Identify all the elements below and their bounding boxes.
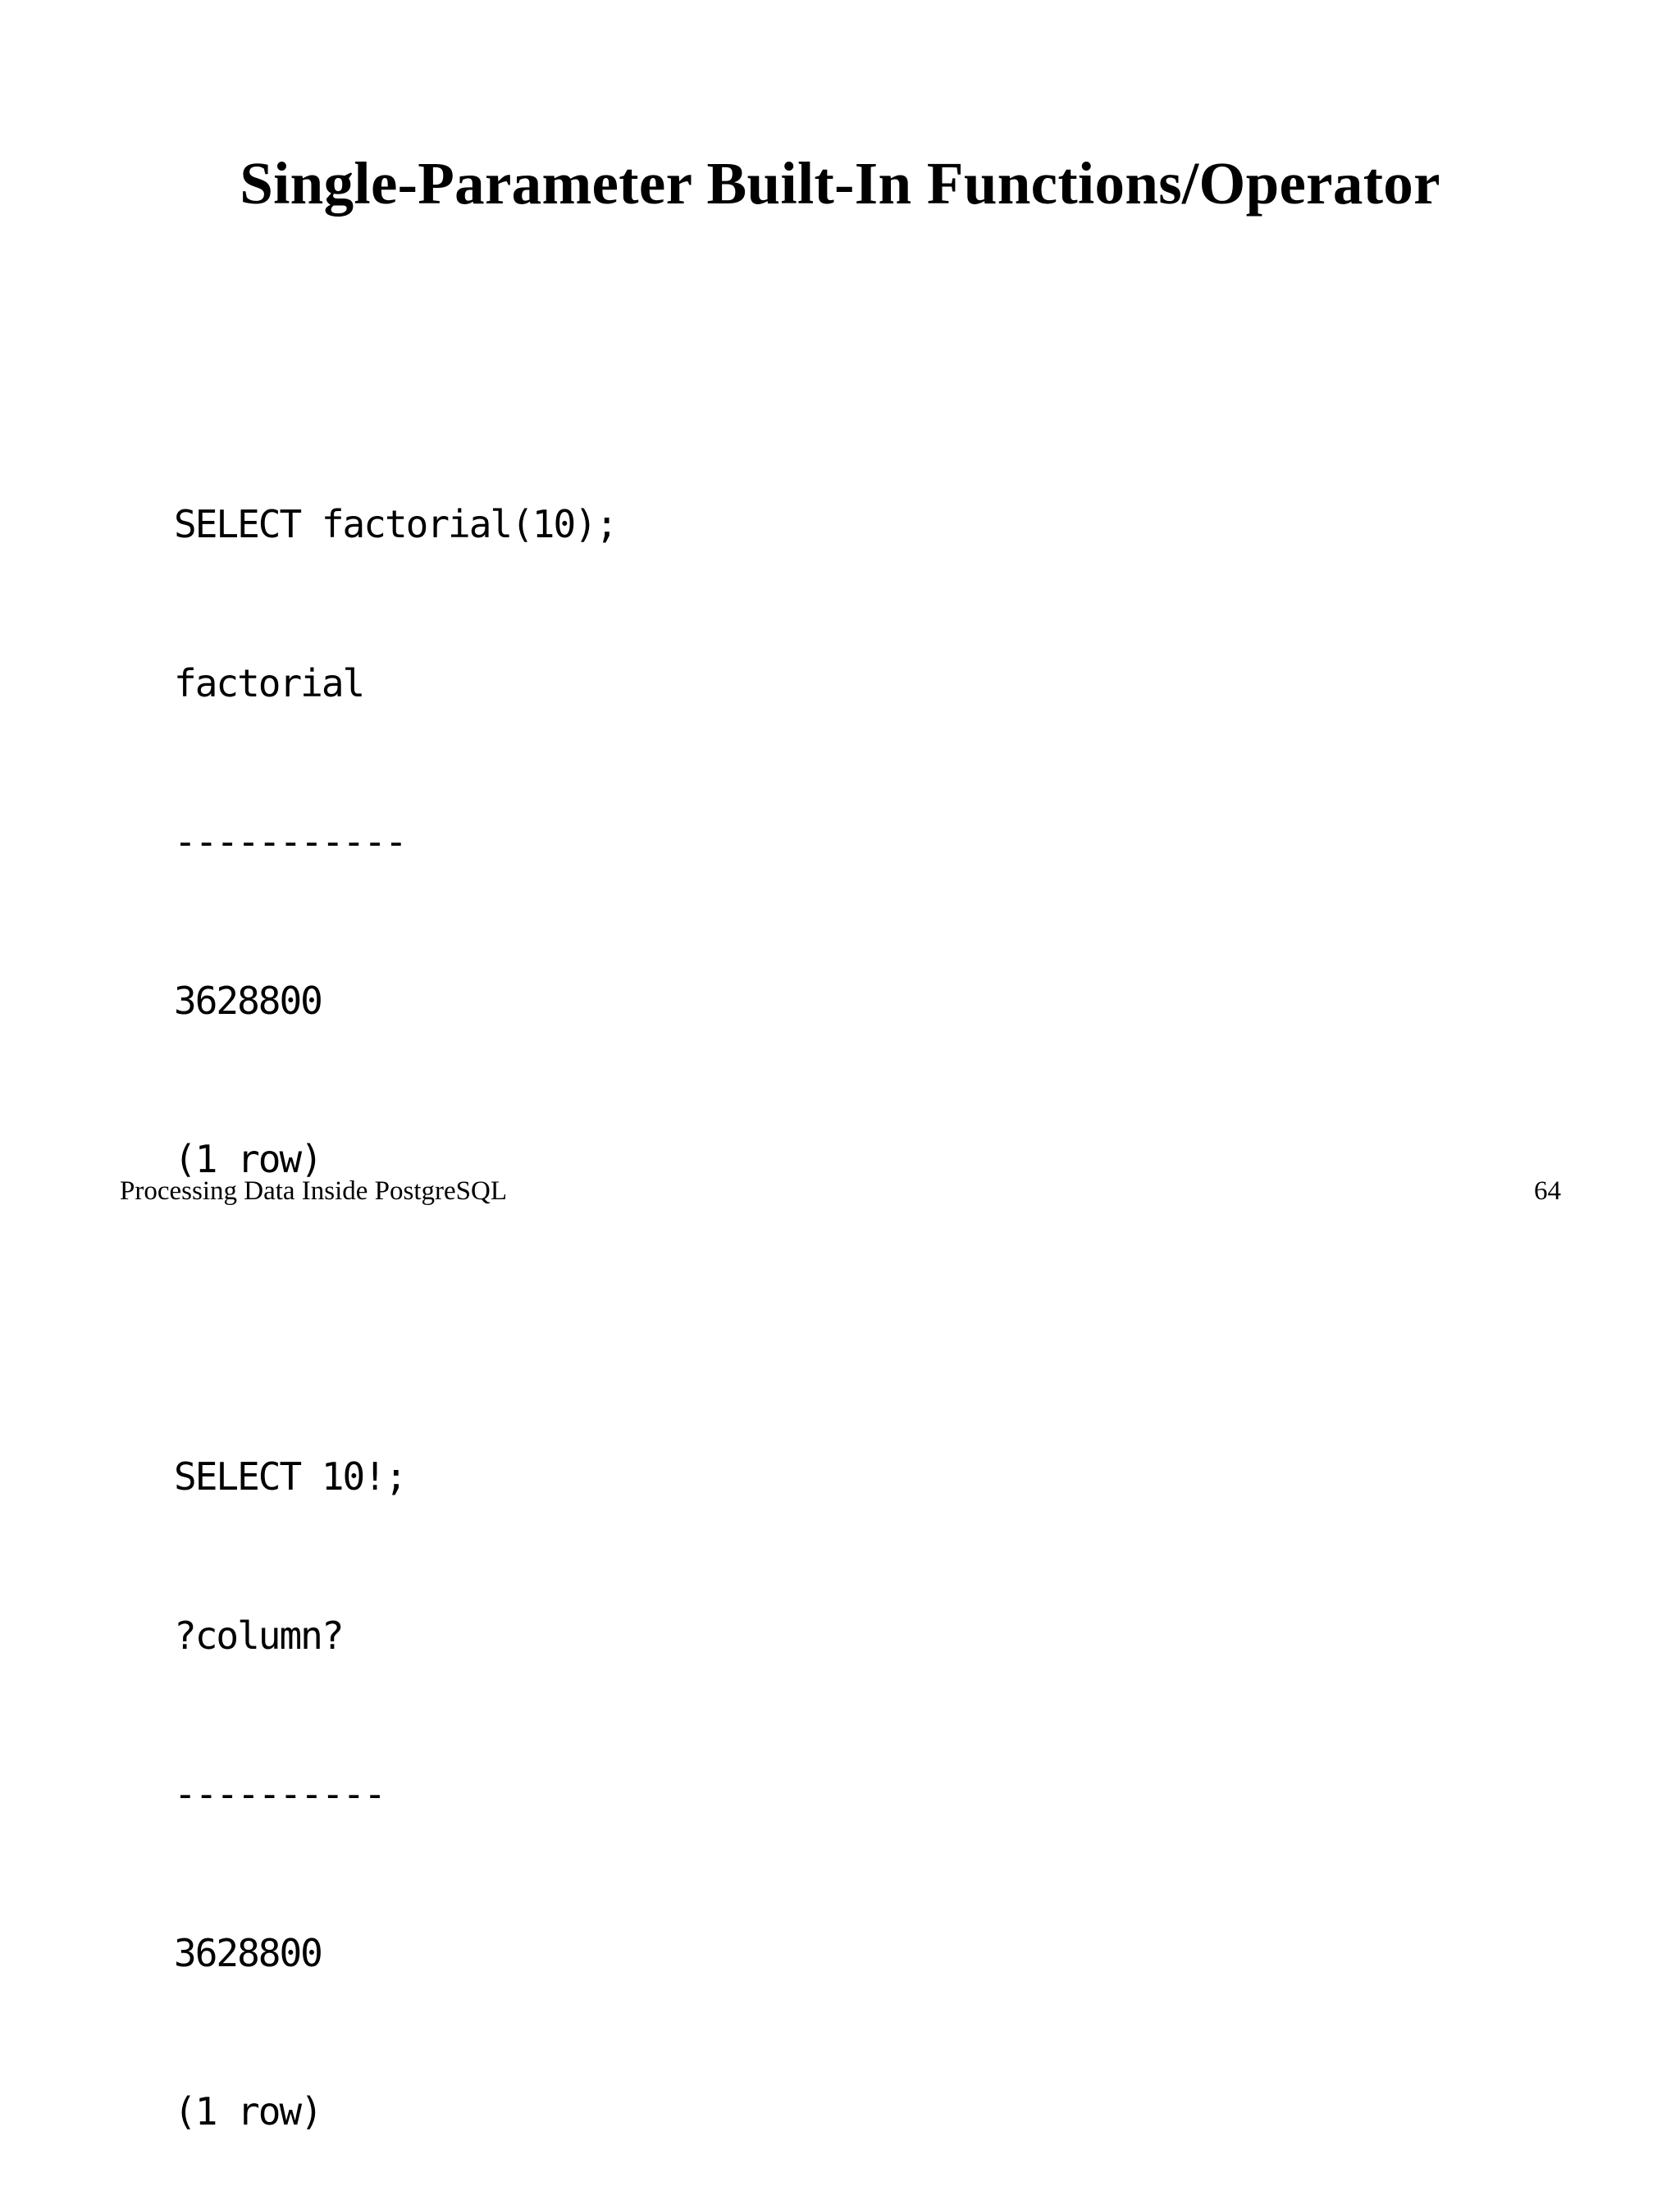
page-number: 64 (1534, 1176, 1561, 1206)
code-line-separator-1: ----------- (174, 819, 406, 864)
code-line-separator-2: ---------- (174, 1772, 385, 1816)
code-line-query-2: SELECT 10!; (174, 1454, 406, 1499)
code-line-column-header-2: ?column? (174, 1613, 343, 1658)
code-line-result-2: 3628800 (174, 1930, 322, 1975)
code-block (174, 392, 617, 2191)
code-line-row-count-2: (1 row) (174, 2089, 322, 2134)
code-blank-line (174, 1292, 617, 1345)
code-line-row-count-1: (1 row) (174, 1137, 322, 1181)
code-line-result-1: 3628800 (174, 978, 322, 1023)
code-line-column-header-1: factorial (174, 660, 364, 705)
footer-title: Processing Data Inside PostgreSQL (120, 1176, 508, 1206)
slide-title: Single-Parameter Built-In Functions/Operator (240, 150, 1440, 217)
code-line-query-1: SELECT factorial(10); (174, 502, 617, 546)
